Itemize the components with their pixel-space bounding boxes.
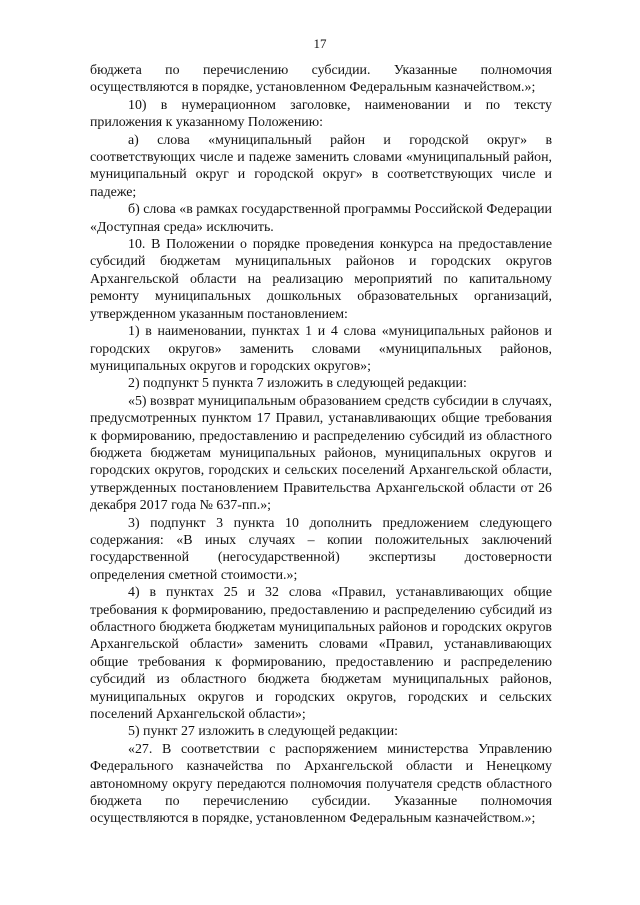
paragraph-quote-5: «5) возврат муниципальным образованием средств субсидии в случаях, предусмотренных пунктом 17 Правил, устанавливающих общие требования к формированию, предоставлению и распределению субсидий из областного бюджета бюджетам муниципальных районов, муниципальных округов и городских округов, городских и сельских поселений Архангельской области, утвержденных постановлением Правительства Архангельской области от 26 декабря 2017 года № 637-пп.»; bbox=[90, 393, 552, 514]
paragraph-item-10: 10) в нумерационном заголовке, наименовании и по тексту приложения к указанному Положению: bbox=[90, 97, 552, 131]
paragraph-subitem-a: а) слова «муниципальный район и городской округ» в соответствующих числе и падеже заменить словами «муниципальный район, муниципальный округ и городской округ» в соответствующих числе и падеже; bbox=[90, 132, 552, 200]
body-text bbox=[90, 62, 552, 828]
paragraph-point-5: 5) пункт 27 изложить в следующей редакции: bbox=[128, 724, 399, 740]
paragraph-point-1: 1) в наименовании, пунктах 1 и 4 слова «муниципальных районов и городских округов» заменить словами «муниципальных районов, муниципальных округов и городских округов»; bbox=[90, 324, 552, 374]
paragraph-point-3: 3) подпункт 3 пункта 10 дополнить предложением следующего содержания: «В иных случаях – копии положительных заключений государственной (негосударственной) экспертизы достоверности определения сметной стоимости.»; bbox=[90, 515, 552, 583]
paragraph-point-4: 4) в пунктах 25 и 32 слова «Правил, устанавливающих общие требования к формированию, предоставлению и распределению субсидий из областного бюджета бюджетам муниципальных районов и городских округов Архангельской области» заменить словами «Правил, устанавливающих общие требования к формированию, предоставлению и распределению субсидий из областного бюджета бюджетам муниципальных районов, муниципальных округов и городских округов, городских и сельских поселений Архангельской области»; bbox=[90, 585, 552, 723]
paragraph-section-10: 10. В Положении о порядке проведения конкурса на предоставление субсидий бюджетам муниципальных районов и городских округов Архангельской области на реализацию мероприятий по капитальному ремонту муниципальных дошкольных образовательных организаций, утвержденном указанным постановлением: bbox=[90, 237, 552, 322]
page-number: 17 bbox=[313, 36, 327, 51]
paragraph-subitem-b: б) слова «в рамках государственной программы Российской Федерации «Доступная среда» исключить. bbox=[90, 202, 552, 235]
paragraph-continuation: бюджета по перечислению субсидии. Указанные полномочия осуществляются в порядке, установленном Федеральным казначейством.»; bbox=[90, 63, 552, 96]
paragraph-quote-27: «27. В соответствии с распоряжением министерства Управлению Федерального казначейства по Архангельской области и Ненецкому автономному округу передаются полномочия получателя средств областного бюджета по перечислению субсидии. Указанные полномочия осуществляются в порядке, установленном Федеральным казначейством.»; bbox=[90, 741, 552, 827]
paragraph-point-2: 2) подпункт 5 пункта 7 изложить в следующей редакции: bbox=[128, 376, 467, 392]
